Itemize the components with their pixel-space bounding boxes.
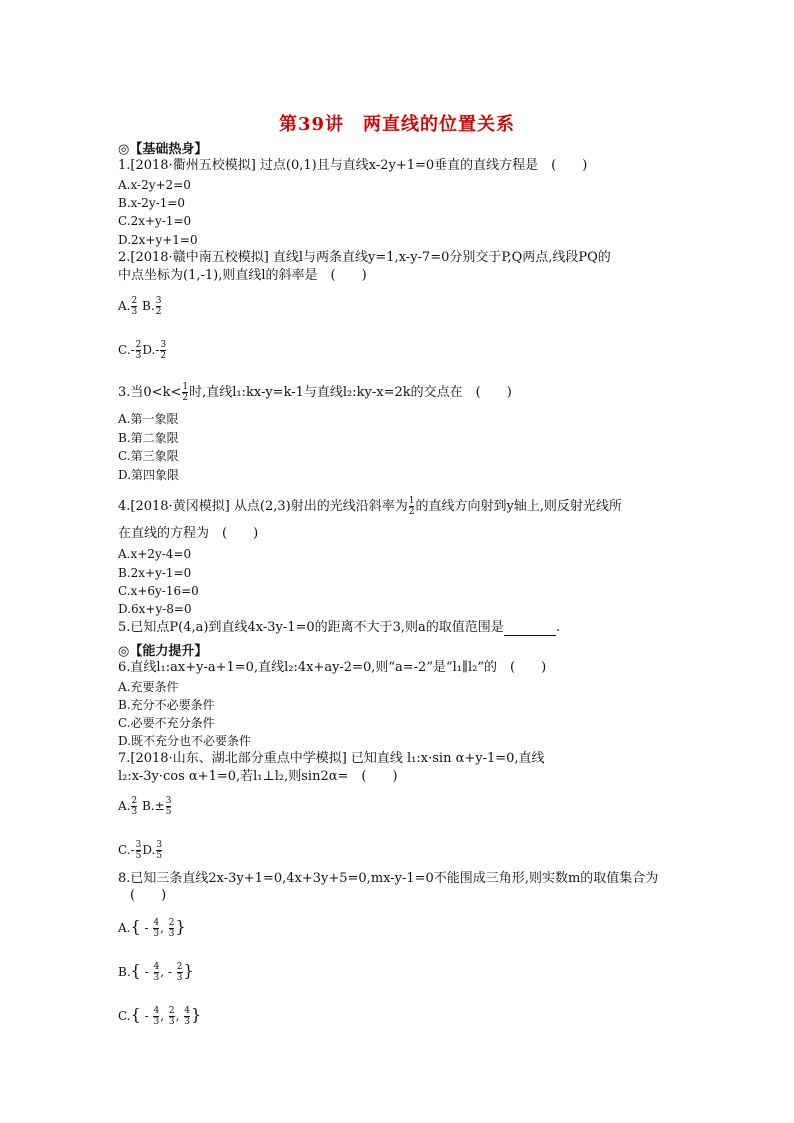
question-6-option-a: A.充要条件: [118, 680, 179, 694]
option-b-label: B.: [118, 965, 131, 979]
section-heading-advanced: ◎【能力提升】: [118, 644, 208, 659]
option-c-label: C.: [118, 1009, 131, 1023]
set-separator: ,: [160, 921, 168, 935]
question-4-slope-fraction: [409, 496, 415, 517]
question-3-option-b: B.第二象限: [118, 431, 179, 445]
question-4-option-c: C.x+6y-16=0: [118, 584, 199, 598]
question-8-option-a: [118, 918, 186, 939]
set-item-fraction: [177, 962, 183, 983]
set-open-brace: {: [130, 1005, 141, 1024]
set-separator: ,: [160, 1009, 168, 1023]
question-8-option-c: [118, 1006, 201, 1027]
option-b-label: B.: [142, 299, 155, 313]
question-2-options-ab: [118, 296, 162, 317]
question-3-stem-post: 时,直线l₁:kx-y=k-1与直线l₂:ky-x=2k的交点在 ( ): [189, 385, 512, 400]
option-c-label: C.-: [118, 843, 135, 857]
set-item-fraction: [184, 1006, 190, 1027]
numerator: 4: [153, 918, 160, 928]
numerator: 3: [135, 840, 142, 850]
option-c-fraction: [136, 340, 142, 361]
numerator: 3: [160, 340, 167, 350]
numerator: 4: [153, 962, 160, 972]
option-a-set: [130, 917, 186, 939]
question-6-stem: 6.直线l₁:ax+y-a+1=0,直线l₂:4x+ay-2=0,则“a=-2”是“l₁∥l₂”的 ( ): [118, 660, 547, 675]
denominator: 5: [135, 851, 142, 861]
set-item-fraction: [169, 1006, 175, 1027]
set-close-brace: }: [190, 1005, 202, 1024]
question-1-option-b: B.x-2y-1=0: [118, 196, 186, 210]
question-4-option-d: D.6x+y-8=0: [118, 602, 192, 616]
question-4-stem-pre: 4.[2018·黄冈模拟] 从点(2,3)射出的光线沿斜率为: [118, 499, 408, 514]
option-d-fraction: [160, 340, 166, 361]
set-separator: ,: [160, 965, 168, 979]
question-8-stem-line-1: 8.已知三条直线2x-3y+1=0,4x+3y+5=0,mx-y-1=0不能围成三角形,则实数m的取值集合为: [118, 871, 659, 886]
numerator: 4: [184, 1006, 190, 1016]
question-3-option-c: C.第三象限: [118, 449, 179, 463]
option-d-label: D.: [142, 843, 156, 857]
section-heading-basic: ◎【基础热身】: [118, 142, 208, 157]
denominator: 3: [153, 973, 160, 983]
numerator: 2: [131, 796, 138, 806]
set-item-sign: -: [140, 1009, 153, 1023]
set-item-fraction: [153, 1006, 159, 1027]
option-b-label: B.±: [142, 799, 165, 813]
question-2-stem-line-2: 中点坐标为(1,-1),则直线l的斜率是 ( ): [118, 268, 367, 283]
question-1-option-a: A.x-2y+2=0: [118, 178, 191, 192]
question-1-option-c: C.2x+y-1=0: [118, 214, 192, 228]
denominator: 3: [131, 807, 138, 817]
page-title: 第39讲 两直线的位置关系: [278, 114, 516, 135]
question-7-stem-line-2: l₂:x-3y·cos α+1=0,若l₁⊥l₂,则sin2α= ( ): [118, 769, 398, 784]
question-7-options-cd: [118, 840, 163, 861]
question-6-option-c: C.必要不充分条件: [118, 716, 215, 730]
set-item-fraction: [154, 962, 160, 983]
question-8-stem-line-2: ( ): [130, 888, 167, 903]
set-separator: ,: [175, 1009, 184, 1023]
set-item-fraction: [169, 918, 175, 939]
question-6-option-d: D.既不充分也不必要条件: [118, 734, 252, 748]
question-1-option-d: D.2x+y+1=0: [118, 233, 198, 247]
option-c-label: C.-: [118, 343, 135, 357]
option-c-fraction: [136, 840, 142, 861]
option-b-set: [130, 961, 194, 983]
denominator: 3: [168, 1017, 175, 1027]
set-item-fraction: [153, 918, 159, 939]
option-a-label: A.: [118, 799, 131, 813]
set-close-brace: }: [175, 917, 186, 936]
question-2-stem-line-1: 2.[2018·赣中南五校模拟] 直线l与两条直线y=1,x-y-7=0分别交于P,Q两点,线段PQ的: [118, 250, 611, 265]
option-a-fraction: [131, 796, 137, 817]
set-item-sign: -: [140, 921, 153, 935]
question-1-stem: 1.[2018·衢州五校模拟] 过点(0,1)且与直线x-2y+1=0垂直的直线方程是 ( ): [118, 158, 588, 173]
option-a-label: A.: [118, 921, 131, 935]
question-5-stem-pre: 5.已知点P(4,a)到直线4x-3y-1=0的距离不大于3,则a的取值范围是: [118, 620, 504, 635]
denominator: 3: [184, 1017, 190, 1027]
denominator: 3: [168, 929, 175, 939]
numerator: 4: [153, 1006, 160, 1016]
question-4-stem-line-1: [118, 496, 622, 517]
denominator: 5: [165, 807, 172, 817]
question-4-option-b: B.2x+y-1=0: [118, 566, 192, 580]
set-item-sign: -: [140, 965, 153, 979]
denominator: 3: [153, 929, 160, 939]
set-open-brace: {: [130, 961, 141, 980]
numerator: 2: [168, 1006, 175, 1016]
numerator: 1: [408, 496, 415, 506]
option-b-fraction: [156, 296, 162, 317]
numerator: 2: [176, 962, 183, 972]
option-a-fraction: [131, 296, 137, 317]
denominator: 5: [156, 851, 163, 861]
numerator: 2: [168, 918, 175, 928]
set-open-brace: {: [130, 917, 141, 936]
set-item-sign: -: [167, 965, 176, 979]
denominator: 3: [176, 973, 183, 983]
option-b-fraction: [166, 796, 172, 817]
option-d-label: D.-: [142, 343, 160, 357]
question-4-stem-line-2: 在直线的方程为 ( ): [118, 526, 259, 541]
denominator: 3: [131, 307, 138, 317]
numerator: 2: [135, 340, 142, 350]
question-5-stem-post: .: [555, 620, 560, 635]
denominator: 2: [182, 393, 189, 403]
denominator: 2: [160, 351, 167, 361]
question-3-option-a: A.第一象限: [118, 412, 179, 426]
denominator: 3: [135, 351, 142, 361]
denominator: 2: [155, 307, 162, 317]
answer-blank[interactable]: [504, 623, 556, 636]
question-3-stem-pre: 3.当0<k<: [118, 385, 182, 400]
question-4-stem-post: 的直线方向射到y轴上,则反射光线所: [415, 499, 622, 514]
question-6-option-b: B.充分不必要条件: [118, 698, 215, 712]
question-3-k-fraction: [182, 382, 188, 403]
denominator: 2: [408, 507, 415, 517]
numerator: 3: [165, 796, 172, 806]
numerator: 3: [156, 840, 163, 850]
question-7-stem-line-1: 7.[2018·山东、湖北部分重点中学模拟] 已知直线 l₁:x·sin α+y-1=0,直线: [118, 751, 545, 766]
numerator: 2: [131, 296, 138, 306]
question-3-stem: [118, 382, 512, 403]
option-c-set: [130, 1005, 202, 1027]
set-close-brace: }: [183, 961, 194, 980]
question-3-option-d: D.第四象限: [118, 468, 180, 482]
question-2-options-cd: [118, 340, 167, 361]
denominator: 3: [153, 1017, 160, 1027]
question-4-option-a: A.x+2y-4=0: [118, 547, 192, 561]
question-7-options-ab: [118, 796, 172, 817]
question-8-option-b: [118, 962, 194, 983]
question-5-stem: [118, 620, 560, 636]
option-d-fraction: [156, 840, 162, 861]
numerator: 1: [182, 382, 189, 392]
option-a-label: A.: [118, 299, 131, 313]
numerator: 3: [155, 296, 162, 306]
